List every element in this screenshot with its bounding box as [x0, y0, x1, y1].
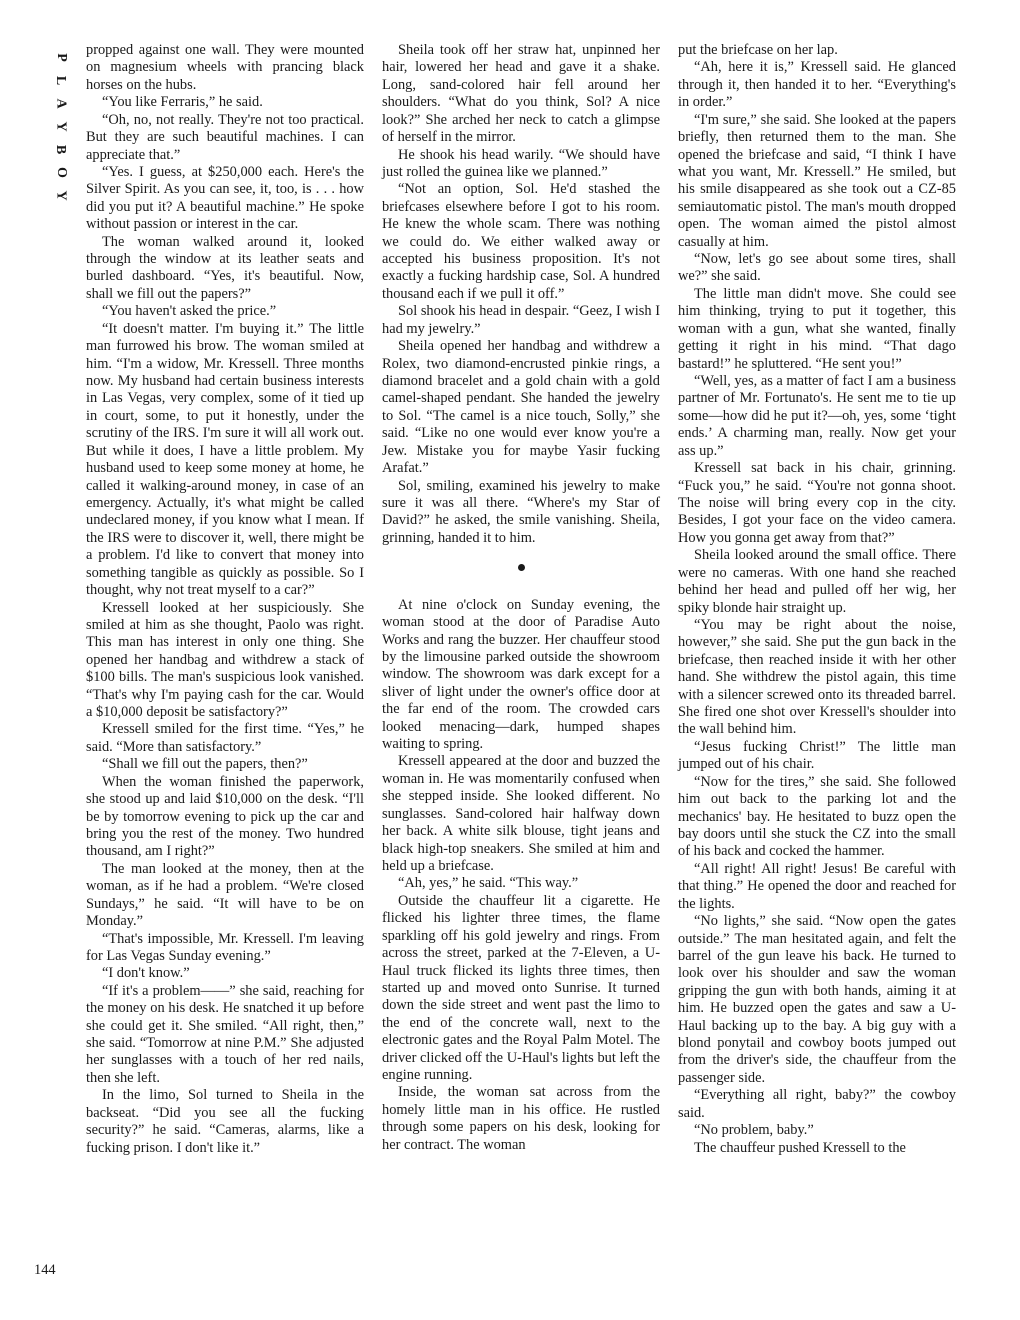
paragraph: “I don't know.”: [102, 965, 190, 982]
paragraph: “Oh, no, not really. They're not too practical. But they are such beautiful machines. I can appreciate that.”: [86, 111, 364, 163]
magazine-name-letter: O: [53, 167, 69, 178]
paragraph: “No lights,” she said. “Now open the gates outside.” The man hesitated again, and felt the barrel of the gun leave his back. He turned to look over his shoulder and saw the woman gripping the gun with both hands, aiming it at him. He buzzed open the gates and saw a U-Haul backing up to the bay. A big guy with a blond ponytail and cowboy boots jumped out from the driver's side, the chauffeur from the passenger side.: [678, 913, 956, 1086]
magazine-name-tab: [50, 46, 72, 207]
paragraph: “All right! All right! Jesus! Be careful with that thing.” He opened the door and reached for the lights.: [678, 860, 956, 912]
bullet-dot: [518, 564, 525, 571]
paragraph: “Now for the tires,” she said. She followed him out back to the parking lot and the mechanics' bay. He hesitated to buzz open the bay doors until she stuck the CZ into the small of his back and cocked the hammer.: [678, 773, 956, 860]
magazine-name-letter: A: [53, 98, 69, 109]
magazine-name-letter: L: [53, 75, 69, 86]
paragraph: Kressell smiled for the first time. “Yes,” he said. “More than satisfactory.”: [86, 721, 364, 755]
paragraph: “Ah, yes,” he said. “This way.”: [398, 875, 579, 892]
paragraph: “Now, let's go see about some tires, shall we?” she said.: [678, 251, 956, 285]
paragraph: “If it's a problem——” she said, reaching for the money on his desk. He snatched it up before she could get it. She smiled. “All right, then,” she said. “Tomorrow at nine P.M.” She adjusted her sunglasses with a touch of her red nails, then she left.: [86, 982, 364, 1086]
paragraph: Sol, smiling, examined his jewelry to make sure it was all there. “Where's my Star of David?” he asked, the smile vanishing. Sheila, grinning, handed it to him.: [382, 477, 660, 546]
paragraph: At nine o'clock on Sunday evening, the woman stood at the door of Paradise Auto Works and rang the buzzer. Her chauffeur stood by the limousine parked outside the showroom window. The showroom was dark except for a sliver of light under the owner's office door at the far end of the room. The crowded cars looked menacing—dark, humped shapes waiting to spring.: [382, 596, 660, 753]
text-column-1: [86, 42, 364, 1157]
paragraph: “That's impossible, Mr. Kressell. I'm leaving for Las Vegas Sunday evening.”: [86, 930, 364, 964]
paragraph: Inside, the woman sat across from the homely little man in his office. He rustled through some papers on his desk, looking for her contract. The woman: [382, 1084, 660, 1153]
paragraph: The little man didn't move. She could see him thinking, trying to put it together, this woman with a gun, what she wanted, finally getting it right in his mind. “That dago bastard!” he spluttered. “He sent you!”: [678, 285, 956, 372]
paragraph: propped against one wall. They were mounted on magnesium wheels with prancing black horses on the hubs.: [86, 42, 364, 93]
page-number: 144: [34, 1262, 56, 1278]
paragraph: “Well, yes, as a matter of fact I am a business partner of Mr. Fortunato's. He sent me to tie up some—how did he put it?—oh, yes, some ‘tight ends.’ A charming man, really. Now get your ass up.”: [678, 373, 956, 459]
magazine-name-letter: P: [53, 53, 69, 62]
magazine-name-letter: Y: [53, 121, 69, 132]
paragraph: “I'm sure,” she said. She looked at the papers briefly, then returned them to the man. She opened the briefcase and said, “I think I have what you want, Mr. Kressell.” He smiled, but his smile disappeared as she took out a CZ-85 semiautomatic pistol. The man's mouth dropped open. The woman aimed the pistol almost casually at him.: [678, 111, 956, 250]
paragraph: “No problem, baby.”: [694, 1122, 814, 1139]
paragraph: Sheila took off her straw hat, unpinned her hair, lowered her head and gave it a shake. Long, sand-colored hair fell around her shoulders. “What do you think, Sol? A nice look?” She arched her neck to catch a glimpse of herself in the mirror.: [382, 42, 660, 146]
paragraph: Sheila opened her handbag and withdrew a Rolex, two diamond-encrusted pinkie rings, a diamond bracelet and a gold chain with a gold camel-shaped pendant. She handed the jewelry to Sol. “The camel is a nice touch, Solly,” she said. “Like no one would ever know you're a Jew. Mistake you for maybe Yasir fucking Arafat.”: [382, 338, 660, 477]
magazine-name-letter: B: [53, 144, 69, 155]
paragraph: “It doesn't matter. I'm buying it.” The little man furrowed his brow. The woman smiled at him. “I'm a widow, Mr. Kressell. Three months now. My husband had certain business interests in Las Vegas, very complex, some of it tied up in court, some, to put it honestly, under the scrutiny of the IRS. I'm sure it will all work out. But while it does, I have a little problem. My husband used to keep some money at home, he called it walking-around money, in case of an emergency. Actually, it's what might be called undeclared money, if you know what I mean. If the IRS were to discover it, well, there might be a problem. I'd like to convert that money into something tangible as quickly as possible. So I thought, why not treat myself to a car?”: [86, 320, 364, 599]
paragraph: When the woman finished the paperwork, she stood up and laid $10,000 on the desk. “I'll be by tomorrow evening to pick up the car and bring you the rest of the money. Two hundred thousand, am I right?”: [86, 773, 364, 860]
paragraph: “Jesus fucking Christ!” The little man jumped out of his chair.: [678, 738, 956, 773]
paragraph: “Ah, here it is,” Kressell said. He glanced through it, then handed it to her. “Everything's in order.”: [678, 59, 956, 111]
paragraph: Kressell sat back in his chair, grinning. “Fuck you,” he said. “You're not gonna shoot. The noise will bring every cop in the city. Besides, I got your face on the video camera. How you gonna get away from that?”: [678, 460, 956, 546]
paragraph: The man looked at the money, then at the woman, as if he had a problem. “We're closed Sundays,” he said. “It will have to be on Monday.”: [86, 860, 364, 930]
paragraph: Kressell looked at her suspiciously. She smiled at him as she thought, Paolo was right. This man has interest in only one thing. She opened her handbag and withdrew a stack of $100 bills. The man's suspicious look vanished. “That's why I'm paying cash for the car. Would a $10,000 deposit be satisfactory?”: [86, 599, 364, 721]
paragraph: “You haven't asked the price.”: [102, 303, 277, 320]
paragraph: “Yes. I guess, at $250,000 each. Here's the Silver Spirit. As you can see, it, too, is . . . how did you put it? A beautiful machine.” He spoke without passion or interest in the car.: [86, 163, 364, 233]
paragraph: Outside the chauffeur lit a cigarette. He flicked his lighter three times, the flame sparkling off his gold jewelry and rings. From across the street, parked at the 7-Eleven, a U-Haul truck flicked its lights three times, then started up and moved onto Sunrise. It turned down the side street and went past the limo to the end of the concrete wall, next to the electronic gates and the Royal Palm Motel. The driver clicked off the U-Haul's lights but left the engine running.: [382, 892, 660, 1084]
paragraph: “You may be right about the noise, however,” she said. She put the gun back in the briefcase, then reached inside it with her other hand. She withdrew the pistol again, this time with a silencer screwed onto its threaded barrel. She fired one shot over Kressell's shoulder into the wall behind him.: [678, 616, 956, 738]
paragraph: “You like Ferraris,” he said.: [102, 94, 263, 111]
section-break-bullet: [382, 559, 660, 576]
paragraph: Sol shook his head in despair. “Geez, I wish I had my jewelry.”: [382, 303, 660, 337]
paragraph: “Not an option, Sol. He'd stashed the briefcases elsewhere before I got to his room. He knew the whole scam. There was nothing we could do. We either walked away or accepted his business proposition. It's not exactly a fucking hardship case, Sol. A hundred thousand each if we pull it off.”: [382, 181, 660, 302]
paragraph: The woman walked around it, looked through the window at its leather seats and burled dashboard. “Yes, it's beautiful. Now, shall we fill out the papers?”: [86, 233, 364, 302]
text-column-2: [382, 42, 660, 1154]
paragraph: In the limo, Sol turned to Sheila in the backseat. “Did you see all the fucking security?” he said. “Cameras, alarms, like a fucking prison. I don't like it.”: [86, 1087, 364, 1156]
text-column-3: [678, 42, 956, 1157]
paragraph: The chauffeur pushed Kressell to the: [694, 1139, 906, 1156]
paragraph: Sheila looked around the small office. There were no cameras. With one hand she reached behind her head and pulled off her wig, her spiky blonde hair straight up.: [678, 547, 956, 616]
paragraph: put the briefcase on her lap.: [678, 42, 838, 58]
paragraph: He shook his head warily. “We should have just rolled the guinea like we planned.”: [382, 146, 660, 180]
paragraph: Kressell appeared at the door and buzzed the woman in. He was momentarily confused when she stepped inside. She looked different. No sunglasses. Sand-colored hair halfway down her back. A white silk blouse, tight jeans and black high-top sneakers. She smiled at him and held up a briefcase.: [382, 753, 660, 874]
paragraph: “Shall we fill out the papers, then?”: [102, 756, 308, 773]
magazine-name-letter: Y: [53, 190, 69, 201]
paragraph: “Everything all right, baby?” the cowboy said.: [678, 1087, 956, 1121]
